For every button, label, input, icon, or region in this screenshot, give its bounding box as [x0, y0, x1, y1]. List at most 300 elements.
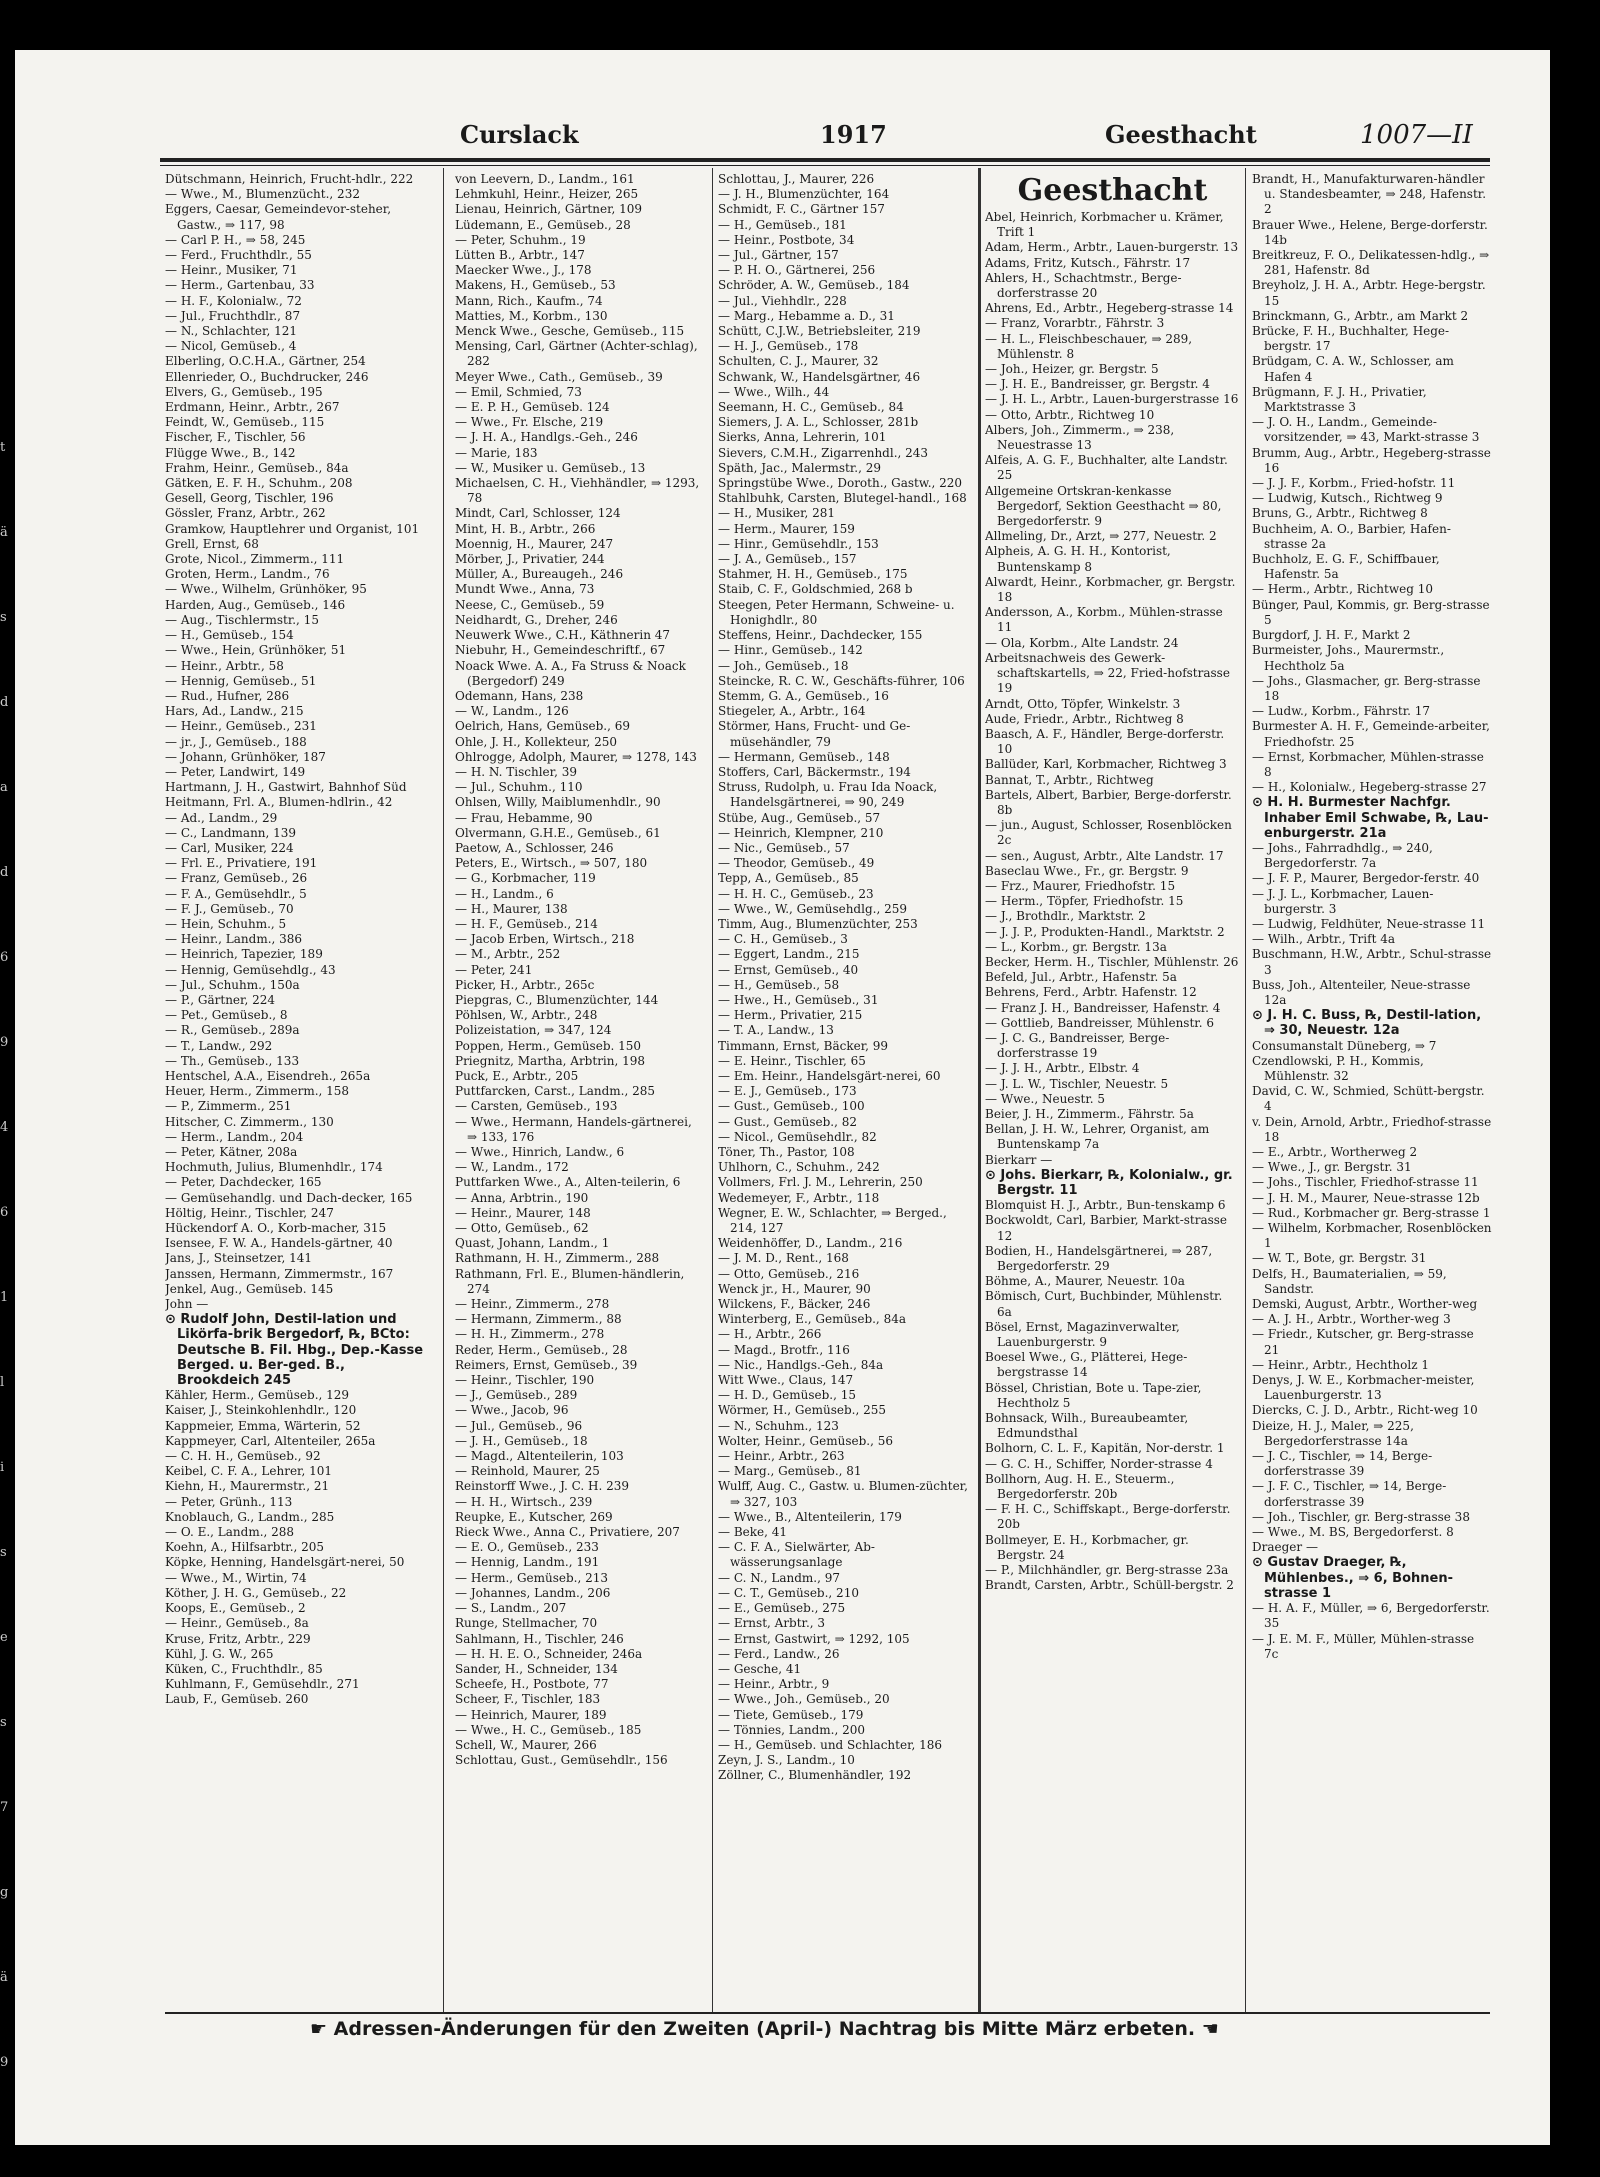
directory-entry: Reder, Herm., Gemüseb., 28: [455, 1342, 628, 1357]
directory-entry: — J. J. F., Korbm., Fried-hofstr. 11: [1252, 476, 1456, 491]
directory-entry: — E. P. H., Gemüseb. 124: [455, 400, 610, 415]
directory-entry: — Aug., Tischlermstr., 15: [165, 612, 319, 627]
directory-entry: — Heinr., Arbtr., 9: [718, 1677, 830, 1692]
directory-entry: — J. F. C., Tischler, ⇒ 14, Berge-dorferstrasse 39: [1252, 1479, 1447, 1509]
directory-entry: Buschmann, H.W., Arbtr., Schul-strasse 3: [1252, 947, 1492, 977]
directory-entry: ⊙ Rudolf John, Destil-lation und Likörfa-brik Bergedorf, ℞, BCto: Deutsche B. Fil. Hbg., Dep.-Kasse Berged. u. Ber-ged. B., Brookdeich 245: [165, 1312, 424, 1389]
directory-entry: Ballüder, Karl, Korbmacher, Richtweg 3: [985, 757, 1227, 772]
directory-entry: — Wwe., Fr. Elsche, 219: [455, 415, 604, 430]
directory-entry: Lienau, Heinrich, Gärtner, 109: [455, 202, 643, 217]
directory-entry: Odemann, Hans, 238: [455, 688, 584, 703]
column-3: [718, 172, 973, 2012]
directory-entry: — C. T., Gemüseb., 210: [718, 1585, 859, 1600]
directory-entry: — P. H. O., Gärtnerei, 256: [718, 263, 876, 278]
directory-entry: Paetow, A., Schlosser, 246: [455, 840, 614, 855]
directory-entry: Abel, Heinrich, Korbmacher u. Krämer, Trift 1: [985, 210, 1224, 240]
directory-entry: — Nicol, Gemüseb., 4: [165, 339, 297, 354]
section-title: Geesthacht: [1017, 173, 1208, 208]
directory-entry: Pöhlsen, W., Arbtr., 248: [455, 1008, 598, 1023]
directory-entry: Feindt, W., Gemüseb., 115: [165, 415, 325, 430]
directory-entry: Scheer, F., Tischler, 183: [455, 1692, 601, 1707]
margin-mark: 9: [0, 1035, 9, 1050]
directory-entry: Mint, H. B., Arbtr., 266: [455, 521, 596, 536]
directory-entry: — Heinrich, Klempner, 210: [718, 825, 884, 840]
directory-entry: Burmester A. H. F., Gemeinde-arbeiter, Friedhofstr. 25: [1252, 719, 1490, 749]
directory-entry: Breitkreuz, F. O., Delikatessen-hdlg., ⇒ 281, Hafenstr. 8d: [1252, 248, 1490, 278]
directory-entry: — H., Gemüseb., 181: [718, 217, 847, 232]
directory-entry: — Nic., Gemüseb., 57: [718, 840, 850, 855]
directory-entry: — H. J., Gemüseb., 178: [718, 339, 859, 354]
directory-entry: John —: [165, 1297, 209, 1312]
directory-entry: Steegen, Peter Hermann, Schweine- u. Honighdlr., 80: [718, 597, 955, 627]
directory-entry: — Ernst, Korbmacher, Mühlen-strasse 8: [1252, 749, 1484, 779]
directory-entry: — Wwe., Hein, Grünhöker, 51: [165, 643, 347, 658]
directory-entry: Alfeis, A. G. F., Buchhalter, alte Landstr. 25: [985, 453, 1228, 483]
directory-entry: Elvers, G., Gemüseb., 195: [165, 384, 323, 399]
margin-mark: t: [0, 440, 6, 455]
directory-entry: — Ferd., Landw., 26: [718, 1646, 840, 1661]
directory-entry: Kiehn, H., Maurermstr., 21: [165, 1479, 330, 1494]
directory-entry: Oelrich, Hans, Gemüseb., 69: [455, 719, 631, 734]
directory-entry: — Ernst, Arbtr., 3: [718, 1616, 826, 1631]
directory-entry: — Herm., Töpfer, Friedhofstr. 15: [985, 894, 1184, 909]
directory-entry: — Herm., Maurer, 159: [718, 521, 855, 536]
directory-entry: — W. T., Bote, gr. Bergstr. 31: [1252, 1251, 1427, 1266]
directory-entry: — Johs., Fahrradhdlg., ⇒ 240, Bergedorferstr. 7a: [1252, 840, 1433, 871]
directory-entry: — F. H. C., Schiffskapt., Berge-dorferstr. 20b: [985, 1502, 1231, 1532]
directory-entry: Delfs, H., Baumaterialien, ⇒ 59, Sandstr.: [1252, 1266, 1447, 1296]
directory-entry: — R., Gemüseb., 289a: [165, 1023, 300, 1038]
directory-entry: — E. O., Gemüseb., 233: [455, 1540, 599, 1555]
directory-entry: — J. A., Gemüseb., 157: [718, 552, 857, 567]
directory-entry: — N., Schuhm., 123: [718, 1418, 839, 1433]
directory-entry: — E., Gemüseb., 275: [718, 1601, 846, 1616]
directory-entry: Bössel, Christian, Bote u. Tape-zier, Hechtholz 5: [985, 1380, 1202, 1410]
directory-entry: Consumanstalt Düneberg, ⇒ 7: [1252, 1038, 1437, 1053]
directory-entry: Dütschmann, Heinrich, Frucht-hdlr., 222: [165, 172, 414, 186]
directory-entry: Allmeling, Dr., Arzt, ⇒ 277, Neuestr. 2: [985, 529, 1217, 544]
directory-entry: Wegner, E. W., Schlachter, ⇒ Berged., 214, 127: [718, 1205, 947, 1236]
directory-entry: — Herm., Gemüseb., 213: [455, 1570, 609, 1585]
directory-entry: Kappmeyer, Carl, Altenteiler, 265a: [165, 1433, 376, 1448]
directory-entry: — Hinr., Gemüsehdlr., 153: [718, 536, 879, 551]
directory-entry: Reinstorff Wwe., J. C. H. 239: [455, 1479, 630, 1494]
directory-entry: Störmer, Hans, Frucht- und Ge-müsehändler, 79: [718, 719, 911, 749]
directory-entry: Sahlmann, H., Tischler, 246: [455, 1631, 624, 1646]
directory-entry: Späth, Jac., Malermstr., 29: [718, 460, 881, 475]
directory-entry: — Peter, Grünh., 113: [165, 1494, 293, 1509]
directory-entry: — Ad., Landm., 29: [165, 810, 278, 825]
directory-entry: Neese, C., Gemüseb., 59: [455, 597, 605, 612]
directory-entry: Brumm, Aug., Arbtr., Hegeberg-strasse 16: [1252, 445, 1491, 475]
directory-entry: Erdmann, Heinr., Arbtr., 267: [165, 400, 340, 415]
directory-entry: — H., Musiker, 281: [718, 506, 836, 521]
directory-entry: Bannat, T., Arbtr., Richtweg: [985, 772, 1154, 787]
directory-entry: Buchholz, E. G. F., Schiffbauer, Hafenstr. 5a: [1252, 552, 1440, 582]
column-1: [165, 172, 430, 2012]
directory-entry: Behrens, Ferd., Arbtr. Hafenstr. 12: [985, 985, 1197, 1000]
directory-entry: — Em. Heinr., Handelsgärt-nerei, 60: [718, 1068, 941, 1083]
directory-entry: — Herm., Landm., 204: [165, 1129, 304, 1144]
directory-entry: Boesel Wwe., G., Plätterei, Hege-bergstrasse 14: [985, 1350, 1188, 1380]
directory-entry: ⊙ Johs. Bierkarr, ℞, Kolonialw., gr. Bergstr. 11: [985, 1167, 1233, 1198]
directory-entry: von Leevern, D., Landm., 161: [455, 172, 635, 186]
directory-entry: — Wwe., Wilhelm, Grünhöker, 95: [165, 582, 367, 597]
directory-entry: — Wwe., Wilh., 44: [718, 384, 830, 399]
directory-entry: — P., Zimmerm., 251: [165, 1099, 292, 1114]
margin-mark: 1: [0, 1290, 9, 1305]
directory-entry: — H., Kolonialw., Hegeberg-strasse 27: [1252, 780, 1487, 795]
directory-entry: — Marg., Hebamme a. D., 31: [718, 308, 895, 323]
directory-entry: — Wwe., M., Blumenzücht., 232: [165, 187, 360, 202]
directory-entry: Köther, J. H. G., Gemüseb., 22: [165, 1585, 347, 1600]
directory-entry: Lütten B., Arbtr., 147: [455, 248, 585, 263]
directory-entry: Denys, J. W. E., Korbmacher-meister, Lauenburgerstr. 13: [1252, 1373, 1475, 1403]
directory-entry: Heitmann, Frl. A., Blumen-hdlrin., 42: [165, 795, 393, 810]
directory-entry: Sierks, Anna, Lehrerin, 101: [718, 430, 887, 445]
page-number: 1007—II: [1360, 120, 1473, 150]
directory-entry: Koops, E., Gemüseb., 2: [165, 1601, 306, 1616]
directory-entry: Grote, Nicol., Zimmerm., 111: [165, 552, 345, 567]
directory-entry: Stahlbuhk, Carsten, Blutegel-handl., 168: [718, 491, 967, 506]
directory-entry: Köpke, Henning, Handelsgärt-nerei, 50: [165, 1555, 405, 1570]
directory-entry: Burgdorf, J. H. F., Markt 2: [1252, 628, 1411, 643]
margin-mark: 7: [0, 1800, 9, 1815]
directory-entry: Rathmann, Frl. E., Blumen-händlerin, 274: [455, 1266, 685, 1296]
directory-entry: — Jul., Gärtner, 157: [718, 248, 839, 263]
directory-entry: Hückendorf A. O., Korb-macher, 315: [165, 1221, 387, 1236]
directory-entry: Elberling, O.C.H.A., Gärtner, 254: [165, 354, 366, 369]
directory-entry: — F. A., Gemüsehdlr., 5: [165, 886, 307, 901]
directory-entry: Jenkel, Aug., Gemüseb. 145: [165, 1281, 334, 1296]
directory-entry: — C. H. H., Gemüseb., 92: [165, 1449, 321, 1464]
directory-entry: Ahrens, Ed., Arbtr., Hegeberg-strasse 14: [985, 301, 1234, 316]
directory-entry: — Wwe., J., gr. Bergstr. 31: [1252, 1160, 1412, 1175]
directory-entry: — Tiete, Gemüseb., 179: [718, 1707, 864, 1722]
directory-entry: — Wwe., H. C., Gemüseb., 185: [455, 1722, 642, 1737]
directory-entry: Wulff, Aug. C., Gastw. u. Blumen-züchter, ⇒ 327, 103: [718, 1479, 968, 1509]
directory-entry: Allgemeine Ortskran-kenkasse Bergedorf, Sektion Geesthacht ⇒ 80, Bergedorferstr. 9: [985, 483, 1222, 529]
directory-entry: Albers, Joh., Zimmerm., ⇒ 238, Neuestrasse 13: [985, 422, 1175, 453]
directory-entry: Piepgras, C., Blumenzüchter, 144: [455, 992, 659, 1007]
directory-entry: Stoffers, Carl, Bäckermstr., 194: [718, 764, 911, 779]
column-divider: [712, 168, 713, 2013]
directory-entry: Brügmann, F. J. H., Privatier, Marktstrasse 3: [1252, 384, 1427, 415]
directory-entry: — Ernst, Gastwirt, ⇒ 1292, 105: [718, 1631, 910, 1646]
directory-entry: Wenck jr., H., Maurer, 90: [718, 1281, 871, 1296]
directory-entry: Alwardt, Heinr., Korbmacher, gr. Bergstr. 18: [985, 574, 1236, 605]
directory-entry: ⊙ J. H. C. Buss, ℞, Destil-lation, ⇒ 30, Neuestr. 12a: [1252, 1008, 1482, 1039]
directory-entry: Mörber, J., Privatier, 244: [455, 552, 605, 567]
directory-entry: Ahlers, H., Schachtmstr., Berge-dorferstrasse 20: [985, 270, 1182, 301]
directory-entry: — Ludwig, Kutsch., Richtweg 9: [1252, 491, 1443, 506]
directory-entry: Zeyn, J. S., Landm., 10: [718, 1753, 855, 1768]
directory-entry: ⊙ Gustav Draeger, ℞, Mühlenbes., ⇒ 6, Bohnen-strasse 1: [1252, 1555, 1453, 1601]
directory-entry: Hitscher, C. Zimmerm., 130: [165, 1114, 334, 1129]
directory-entry: Baasch, A. F., Händler, Berge-dorferstr. 10: [985, 726, 1225, 757]
directory-entry: — Heinr., Arbtr., 58: [165, 658, 284, 673]
directory-entry: Schwank, W., Handelsgärtner, 46: [718, 369, 921, 384]
directory-entry: — Th., Gemüseb., 133: [165, 1053, 300, 1068]
directory-entry: Poppen, Herm., Gemüseb. 150: [455, 1038, 642, 1053]
directory-entry: Brandt, Carsten, Arbtr., Schüll-bergstr. 2: [985, 1578, 1234, 1593]
directory-entry: Schlottau, Gust., Gemüsehdlr., 156: [455, 1753, 668, 1768]
directory-entry: — Heinr., Tischler, 190: [455, 1373, 595, 1388]
directory-entry: — S., Landm., 207: [455, 1601, 567, 1616]
directory-entry: — Gust., Gemüseb., 82: [718, 1114, 858, 1129]
directory-entry: — Joh., Heizer, gr. Bergstr. 5: [985, 362, 1159, 377]
directory-entry: — Jul., Schuhm., 150a: [165, 977, 300, 992]
directory-entry: Kühl, J. G. W., 265: [165, 1646, 274, 1661]
directory-entry: Böhme, A., Maurer, Neuestr. 10a: [985, 1274, 1185, 1289]
margin-mark: s: [0, 1545, 7, 1560]
directory-entry: Bruns, G., Arbtr., Richtweg 8: [1252, 506, 1428, 521]
directory-entry: Bodien, H., Handelsgärtnerei, ⇒ 287, Bergedorferstr. 29: [985, 1243, 1213, 1274]
directory-entry: Bellan, J. H. W., Lehrer, Organist, am Buntenskamp 7a: [985, 1122, 1210, 1152]
directory-entry: — Joh., Tischler, gr. Berg-strasse 38: [1252, 1509, 1470, 1524]
directory-entry: Schmidt, F. C., Gärtner 157: [718, 202, 885, 217]
directory-entry: — C. H., Gemüseb., 3: [718, 932, 848, 947]
directory-entry: — H. H. C., Gemüseb., 23: [718, 886, 874, 901]
directory-entry: Lüdemann, E., Gemüseb., 28: [455, 217, 631, 232]
directory-entry: Wolter, Heinr., Gemüseb., 56: [718, 1433, 893, 1448]
directory-entry: Struss, Rudolph, u. Frau Ida Noack, Handelsgärtnerei, ⇒ 90, 249: [718, 780, 938, 810]
directory-entry: — Joh., Gemüseb., 18: [718, 658, 849, 673]
directory-entry: — J. C. G., Bandreisser, Berge-dorferstrasse 19: [985, 1030, 1170, 1061]
directory-entry: — Johs., Tischler, Friedhof-strasse 11: [1252, 1175, 1479, 1190]
directory-entry: — Gottlieb, Bandreisser, Mühlenstr. 6: [985, 1015, 1214, 1030]
column-divider-thick: [978, 168, 981, 2013]
directory-entry: Schröder, A. W., Gemüseb., 184: [718, 278, 910, 293]
directory-entry: — J. H. M., Maurer, Neue-strasse 12b: [1252, 1190, 1480, 1205]
directory-entry: Heuer, Herm., Zimmerm., 158: [165, 1084, 350, 1099]
directory-entry: — J. M. D., Rent., 168: [718, 1251, 849, 1266]
directory-entry: — Gesche, 41: [718, 1661, 802, 1676]
directory-entry: — Johannes, Landm., 206: [455, 1585, 611, 1600]
directory-entry: — Franz J. H., Bandreisser, Hafenstr. 4: [985, 1000, 1221, 1015]
directory-entry: — W., Musiker u. Gemüseb., 13: [455, 460, 646, 475]
directory-entry: — jun., August, Schlosser, Rosenblöcken 2c: [985, 818, 1232, 848]
directory-entry: — Frl. E., Privatiere, 191: [165, 856, 318, 871]
directory-entry: — Jul., Schuhm., 110: [455, 780, 583, 795]
directory-entry: — Hennig, Landm., 191: [455, 1555, 600, 1570]
directory-entry: Stübe, Aug., Gemüseb., 57: [718, 810, 881, 825]
directory-entry: Grell, Ernst, 68: [165, 536, 259, 551]
directory-entry: Bösel, Ernst, Magazinverwalter, Lauenburgerstr. 9: [985, 1319, 1180, 1350]
directory-entry: — Heinr., Musiker, 71: [165, 263, 298, 278]
directory-entry: — Friedr., Kutscher, gr. Berg-strasse 21: [1252, 1327, 1474, 1357]
directory-entry: Staib, C. F., Goldschmied, 268 b: [718, 582, 913, 597]
directory-entry: Breyholz, J. H. A., Arbtr. Hege-bergstr. 15: [1252, 278, 1486, 308]
directory-entry: — J. H. E., Bandreisser, gr. Bergstr. 4: [985, 377, 1210, 392]
directory-entry: — G., Korbmacher, 119: [455, 871, 596, 886]
directory-entry: Keibel, C. F. A., Lehrer, 101: [165, 1464, 332, 1479]
directory-entry: — E. J., Gemüseb., 173: [718, 1084, 857, 1099]
directory-entry: — J. H. L., Arbtr., Lauen-burgerstrasse 16: [985, 392, 1239, 407]
directory-entry: — T., Landw., 292: [165, 1038, 273, 1053]
column-divider: [1245, 168, 1246, 2013]
directory-entry: Hochmuth, Julius, Blumenhdlr., 174: [165, 1160, 383, 1175]
margin-mark: d: [0, 695, 9, 710]
column-divider: [443, 168, 444, 2013]
directory-entry: Schütt, C.J.W., Betriebsleiter, 219: [718, 324, 921, 339]
directory-entry: — Hennig, Gemüsehdlg., 43: [165, 962, 336, 977]
directory-entry: — N., Schlachter, 121: [165, 324, 297, 339]
directory-entry: — Beke, 41: [718, 1525, 788, 1540]
directory-entry: — H. D., Gemüseb., 15: [718, 1388, 856, 1403]
footer-notice: [310, 2018, 1410, 2048]
directory-entry: — J. O. H., Landm., Gemeinde-vorsitzender, ⇒ 43, Markt-strasse 3: [1252, 415, 1480, 445]
directory-entry: Beier, J. H., Zimmerm., Fährstr. 5a: [985, 1106, 1194, 1121]
directory-entry: — P., Gärtner, 224: [165, 992, 275, 1007]
column-geesthacht-1: [985, 172, 1240, 2012]
directory-entry: Springstübe Wwe., Doroth., Gastw., 220: [718, 476, 963, 491]
directory-entry: Kaiser, J., Steinkohlenhdlr., 120: [165, 1403, 357, 1418]
directory-entry: — Carsten, Gemüseb., 193: [455, 1099, 618, 1114]
header-center: 1917: [820, 120, 887, 149]
directory-entry: — Wwe., W., Gemüsehdlg., 259: [718, 901, 907, 916]
directory-entry: Rathmann, H. H., Zimmerm., 288: [455, 1251, 660, 1266]
directory-entry: — Heinr., Maurer, 148: [455, 1205, 591, 1220]
directory-entry: — H. F., Gemüseb., 214: [455, 916, 598, 931]
directory-entry: Dieize, H. J., Maler, ⇒ 225, Bergedorferstrasse 14a: [1252, 1418, 1414, 1448]
directory-entry: — Peter, 241: [455, 962, 533, 977]
footer-text: Adressen-Änderungen für den Zweiten (April-) Nachtrag bis Mitte März erbeten.: [333, 2018, 1196, 2040]
directory-entry: Michaelsen, C. H., Viehhändler, ⇒ 1293, 78: [455, 476, 700, 506]
directory-entry: Wilckens, F., Bäcker, 246: [718, 1297, 871, 1312]
directory-entry: — Otto, Gemüseb., 216: [718, 1266, 860, 1281]
directory-entry: Brüdgam, C. A. W., Schlosser, am Hafen 4: [1252, 354, 1454, 384]
directory-entry: Alpheis, A. G. H. H., Kontorist, Buntenskamp 8: [985, 544, 1171, 574]
directory-entry: — H. A. F., Müller, ⇒ 6, Bergedorferstr. 35: [1252, 1601, 1490, 1631]
directory-entry: — Marg., Gemüseb., 81: [718, 1464, 862, 1479]
directory-entry: — W., Landm., 126: [455, 704, 569, 719]
directory-entry: Frahm, Heinr., Gemüseb., 84a: [165, 460, 349, 475]
directory-entry: Steincke, R. C. W., Geschäfts-führer, 106: [718, 673, 965, 688]
margin-mark: g: [0, 1885, 9, 1900]
directory-entry: Laub, F., Gemüseb. 260: [165, 1692, 309, 1707]
directory-entry: Witt Wwe., Claus, 147: [718, 1373, 854, 1388]
directory-entry: Brinckmann, G., Arbtr., am Markt 2: [1252, 308, 1469, 323]
directory-entry: — Heinrich, Tapezier, 189: [165, 947, 323, 962]
directory-entry: Mindt, Carl, Schlosser, 124: [455, 506, 621, 521]
directory-entry: Puttfarken Wwe., A., Alten-teilerin, 6: [455, 1175, 681, 1190]
directory-entry: Küken, C., Fruchthdlr., 85: [165, 1661, 323, 1676]
directory-entry: — Ferd., Fruchthdlr., 55: [165, 248, 312, 263]
directory-entry: Ohle, J. H., Kollekteur, 250: [455, 734, 618, 749]
directory-entry: — Wwe., Joh., Gemüseb., 20: [718, 1692, 890, 1707]
directory-entry: — jr., J., Gemüseb., 188: [165, 734, 307, 749]
directory-entry: Demski, August, Arbtr., Worther-weg: [1252, 1297, 1478, 1312]
column-geesthacht-2: [1252, 172, 1492, 2012]
directory-entry: Ohlsen, Willy, Maiblumenhdlr., 90: [455, 795, 661, 810]
directory-entry: Bohnsack, Wilh., Bureaubeamter, Edmundsthal: [985, 1411, 1189, 1441]
directory-entry: — L., Korbm., gr. Bergstr. 13a: [985, 939, 1167, 954]
directory-entry: — H. H., Zimmerm., 278: [455, 1327, 605, 1342]
directory-entry: Weidenhöffer, D., Landm., 216: [718, 1236, 903, 1251]
directory-entry: — Wwe., B., Altenteilerin, 179: [718, 1509, 902, 1524]
directory-entry: Becker, Herm. H., Tischler, Mühlenstr. 26: [985, 954, 1239, 969]
directory-entry: — Wilhelm, Korbmacher, Rosenblöcken 1: [1252, 1221, 1492, 1251]
directory-entry: Bierkarr —: [985, 1152, 1053, 1167]
directory-entry: Bartels, Albert, Barbier, Berge-dorferstr. 8b: [985, 787, 1232, 817]
directory-entry: — Heinr., Gemüseb., 231: [165, 719, 317, 734]
directory-entry: Hentschel, A.A., Eisendreh., 265a: [165, 1068, 371, 1083]
directory-entry: Mann, Rich., Kaufm., 74: [455, 293, 603, 308]
directory-entry: Tepp, A., Gemüseb., 85: [718, 871, 859, 886]
directory-entry: Bömisch, Curt, Buchbinder, Mühlenstr. 6a: [985, 1289, 1223, 1319]
directory-entry: Neidhardt, G., Dreher, 246: [455, 612, 618, 627]
directory-entry: Gramkow, Hauptlehrer und Organist, 101: [165, 521, 420, 536]
directory-entry: — J. C., Tischler, ⇒ 14, Berge-dorferstrasse 39: [1252, 1449, 1433, 1479]
directory-entry: — Johann, Grünhöker, 187: [165, 749, 326, 764]
directory-entry: — P., Milchhändler, gr. Berg-strasse 23a: [985, 1563, 1229, 1578]
directory-entry: Picker, H., Arbtr., 265c: [455, 977, 595, 992]
directory-entry: Kruse, Fritz, Arbtr., 229: [165, 1631, 311, 1646]
directory-entry: Gesell, Georg, Tischler, 196: [165, 491, 334, 506]
directory-entry: Ellenrieder, O., Buchdrucker, 246: [165, 369, 369, 384]
directory-entry: — H., Landm., 6: [455, 886, 554, 901]
directory-entry: — Jul., Viehhdlr., 228: [718, 293, 847, 308]
directory-entry: Meyer Wwe., Cath., Gemüseb., 39: [455, 369, 663, 384]
directory-entry: — H. H., Wirtsch., 239: [455, 1494, 593, 1509]
directory-entry: Buchheim, A. O., Barbier, Hafen-strasse 2a: [1252, 521, 1451, 551]
directory-entry: Reimers, Ernst, Gemüseb., 39: [455, 1357, 638, 1372]
margin-mark: s: [0, 1715, 7, 1730]
directory-entry: — Wwe., Hinrich, Landw., 6: [455, 1145, 625, 1159]
directory-entry: — Peter, Dachdecker, 165: [165, 1175, 322, 1190]
directory-entry: — Otto, Arbtr., Richtweg 10: [985, 407, 1155, 422]
directory-entry: Stahmer, H. H., Gemüseb., 175: [718, 567, 908, 582]
directory-entry: — H., Gemüseb. und Schlachter, 186: [718, 1737, 943, 1752]
directory-entry: Stiegeler, A., Arbtr., 164: [718, 704, 866, 719]
directory-entry: — Hermann, Gemüseb., 148: [718, 749, 890, 764]
directory-entry: — Frau, Hebamme, 90: [455, 810, 593, 825]
directory-entry: — C., Landmann, 139: [165, 825, 297, 840]
directory-entry: Groten, Herm., Landm., 76: [165, 567, 330, 582]
directory-entry: — Heinr., Arbtr., 263: [718, 1449, 845, 1464]
directory-entry: Draeger —: [1252, 1540, 1318, 1555]
margin-mark: s: [0, 610, 7, 625]
directory-entry: — Heinrich, Maurer, 189: [455, 1707, 607, 1722]
margin-mark: ä: [0, 1970, 8, 1985]
directory-entry: Stemm, G. A., Gemüseb., 16: [718, 688, 889, 703]
directory-entry: Isensee, F. W. A., Handels-gärtner, 40: [165, 1236, 393, 1251]
directory-entry: Jans, J., Steinsetzer, 141: [165, 1251, 312, 1266]
margin-mark: a: [0, 780, 8, 795]
directory-entry: — Otto, Gemüseb., 62: [455, 1221, 589, 1236]
directory-entry: — sen., August, Arbtr., Alte Landstr. 17: [985, 848, 1224, 863]
margin-mark: ä: [0, 525, 8, 540]
directory-entry: — J. J. L., Korbmacher, Lauen-burgerstr. 3: [1252, 886, 1434, 916]
directory-entry: — Emil, Schmied, 73: [455, 384, 582, 399]
directory-entry: — H. F., Kolonialw., 72: [165, 293, 302, 308]
directory-entry: Blomquist H. J., Arbtr., Bun-tenskamp 6: [985, 1198, 1226, 1213]
directory-entry: Seemann, H. C., Gemüseb., 84: [718, 400, 904, 415]
directory-entry: Harden, Aug., Gemüseb., 146: [165, 597, 346, 612]
directory-entry: — Heinr., Arbtr., Hechtholz 1: [1252, 1357, 1429, 1372]
directory-entry: Kappmeier, Emma, Wärterin, 52: [165, 1418, 361, 1433]
directory-entry: — Herm., Gartenbau, 33: [165, 278, 315, 293]
directory-entry: — H., Gemüseb., 58: [718, 977, 840, 992]
directory-entry: — Eggert, Landm., 215: [718, 947, 860, 962]
directory-entry: Bolhorn, C. L. F., Kapitän, Nor-derstr. 1: [985, 1441, 1225, 1456]
directory-entry: Burmeister, Johs., Maurermstr., Hechtholz 5a: [1252, 643, 1445, 673]
directory-entry: Reupke, E., Kutscher, 269: [455, 1509, 613, 1524]
directory-entry: — C. F. A., Sielwärter, Ab-wässerungsanlage: [718, 1540, 875, 1570]
column-2: [455, 172, 705, 2012]
directory-entry: — Pet., Gemüseb., 8: [165, 1008, 288, 1023]
